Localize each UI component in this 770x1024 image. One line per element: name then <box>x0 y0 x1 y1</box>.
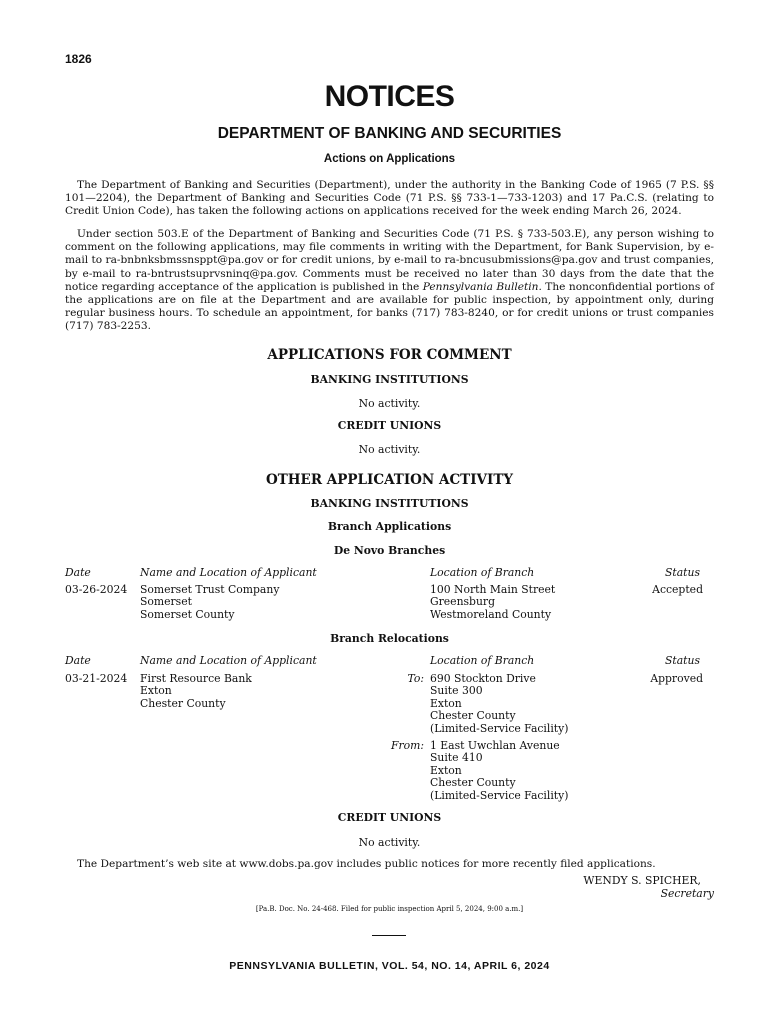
page-number: 1826 <box>65 52 92 66</box>
comment-banking-heading: BANKING INSTITUTIONS <box>310 373 469 386</box>
branch-relocations-heading: Branch Relocations <box>330 632 449 645</box>
relocation-to-suite: Suite 300 <box>430 684 483 698</box>
comment-cu-heading: CREDIT UNIONS <box>337 419 442 432</box>
denovo-branch <box>430 584 555 621</box>
relocation-to-address <box>430 673 568 735</box>
signature-name: WENDY S. SPICHER, <box>583 874 701 887</box>
col-header-status: Status <box>664 654 700 667</box>
relocation-to-note: (Limited-Service Facility) <box>430 721 569 735</box>
denovo-branch-street: 100 North Main Street <box>430 583 556 596</box>
relocation-to-street: 690 Stockton Drive <box>430 672 536 685</box>
relocation-applicant <box>140 673 252 710</box>
relocation-from-label: From: <box>390 739 424 752</box>
relocation-from-street: 1 East Uwchlan Avenue <box>430 739 560 752</box>
comment-text-after: . The nonconfidential portions of the applications are on file at the Department and are available for public inspection, by appointment only, during regular business hours. To schedule an appointment, for banks (717) 783-8240, or for credit unions or trust companies (717) 783-2253. <box>65 280 714 333</box>
col-header-date: Date <box>65 566 91 579</box>
branch-applications-heading: Branch Applications <box>327 520 452 533</box>
denovo-heading: De Novo Branches <box>333 544 446 557</box>
relocation-to-label: To: <box>407 672 424 685</box>
col-header-applicant: Name and Location of Applicant <box>140 654 317 667</box>
denovo-status: Accepted <box>652 583 703 596</box>
relocation-from-note: (Limited-Service Facility) <box>430 788 569 802</box>
denovo-applicant <box>140 584 279 621</box>
col-header-branch: Location of Branch <box>430 654 535 667</box>
website-note: The Department’s web site at www.dobs.pa.gov includes public notices for more recently filed applications. <box>77 858 656 870</box>
denovo-applicant-name: Somerset Trust Company <box>140 583 280 596</box>
relocation-applicant-county: Chester County <box>140 696 226 710</box>
comment-cu-text: No activity. <box>358 443 421 456</box>
comment-banking-text: No activity. <box>358 397 421 410</box>
relocation-status: Approved <box>650 672 703 685</box>
intro-paragraph: The Department of Banking and Securities (Department), under the authority in the Banking Code of 1965 (7 P.S. §§ 101—2204), the Department of Banking and Securities Code (71 P.S. §§ 733-1—733-1203) and 17 Pa.C.S. (relating to Credit Union Code), has taken the following actions on applications received for the week ending March 26, 2024. <box>65 179 714 218</box>
other-banking-heading: BANKING INSTITUTIONS <box>310 497 469 510</box>
divider-rule <box>372 935 406 936</box>
relocation-from-city: Exton <box>430 763 462 777</box>
denovo-date: 03-26-2024 <box>65 583 128 596</box>
relocation-to-county: Chester County <box>430 709 516 723</box>
publication-name: Pennsylvania Bulletin <box>422 280 539 293</box>
section-subtitle: Actions on Applications <box>323 153 456 165</box>
relocation-from-address <box>430 740 568 802</box>
col-header-branch: Location of Branch <box>430 566 535 579</box>
signature-title: Secretary <box>660 887 714 900</box>
department-heading: DEPARTMENT OF BANKING AND SECURITIES <box>217 125 562 142</box>
relocation-to-city: Exton <box>430 696 462 710</box>
comment-paragraph <box>65 228 714 334</box>
denovo-applicant-city: Somerset <box>140 595 192 609</box>
relocation-applicant-name: First Resource Bank <box>140 672 252 685</box>
page-title: NOTICES <box>324 80 455 113</box>
denovo-branch-county: Westmoreland County <box>430 607 552 621</box>
relocation-from-suite: Suite 410 <box>430 751 483 765</box>
doc-filing-note: [Pa.B. Doc. No. 24-468. Filed for public inspection April 5, 2024, 9:00 a.m.] <box>255 905 524 913</box>
denovo-branch-city: Greensburg <box>430 595 495 609</box>
relocation-applicant-city: Exton <box>140 684 172 698</box>
col-header-applicant: Name and Location of Applicant <box>140 566 317 579</box>
denovo-applicant-county: Somerset County <box>140 607 235 621</box>
bulletin-footer: PENNSYLVANIA BULLETIN, VOL. 54, NO. 14, APRIL 6, 2024 <box>229 960 550 972</box>
other-activity-heading: OTHER APPLICATION ACTIVITY <box>265 472 514 488</box>
relocation-date: 03-21-2024 <box>65 672 128 685</box>
relocation-from-county: Chester County <box>430 776 516 790</box>
other-cu-text: No activity. <box>358 836 421 849</box>
col-header-status: Status <box>664 566 700 579</box>
other-cu-heading: CREDIT UNIONS <box>337 811 442 824</box>
applications-for-comment-heading: APPLICATIONS FOR COMMENT <box>267 347 512 363</box>
comment-text-before: Under section 503.E of the Department of Banking and Securities Code (71 P.S. § 733-503.E), any person wishing to comment on the following applications, may file comments in writing with the Department, for Bank Supervision, by e-mail to ra-bnbnksbmssnsppt@pa.gov or for credit unions, by e-mail to ra-bncusubmissions@pa.gov and trust companies, by e-mail to ra-bntrustsuprvsninq@pa.gov. Comments must be received no later than 30 days from the date that the notice regarding acceptance of the application is published in the <box>65 228 714 293</box>
col-header-date: Date <box>65 654 91 667</box>
